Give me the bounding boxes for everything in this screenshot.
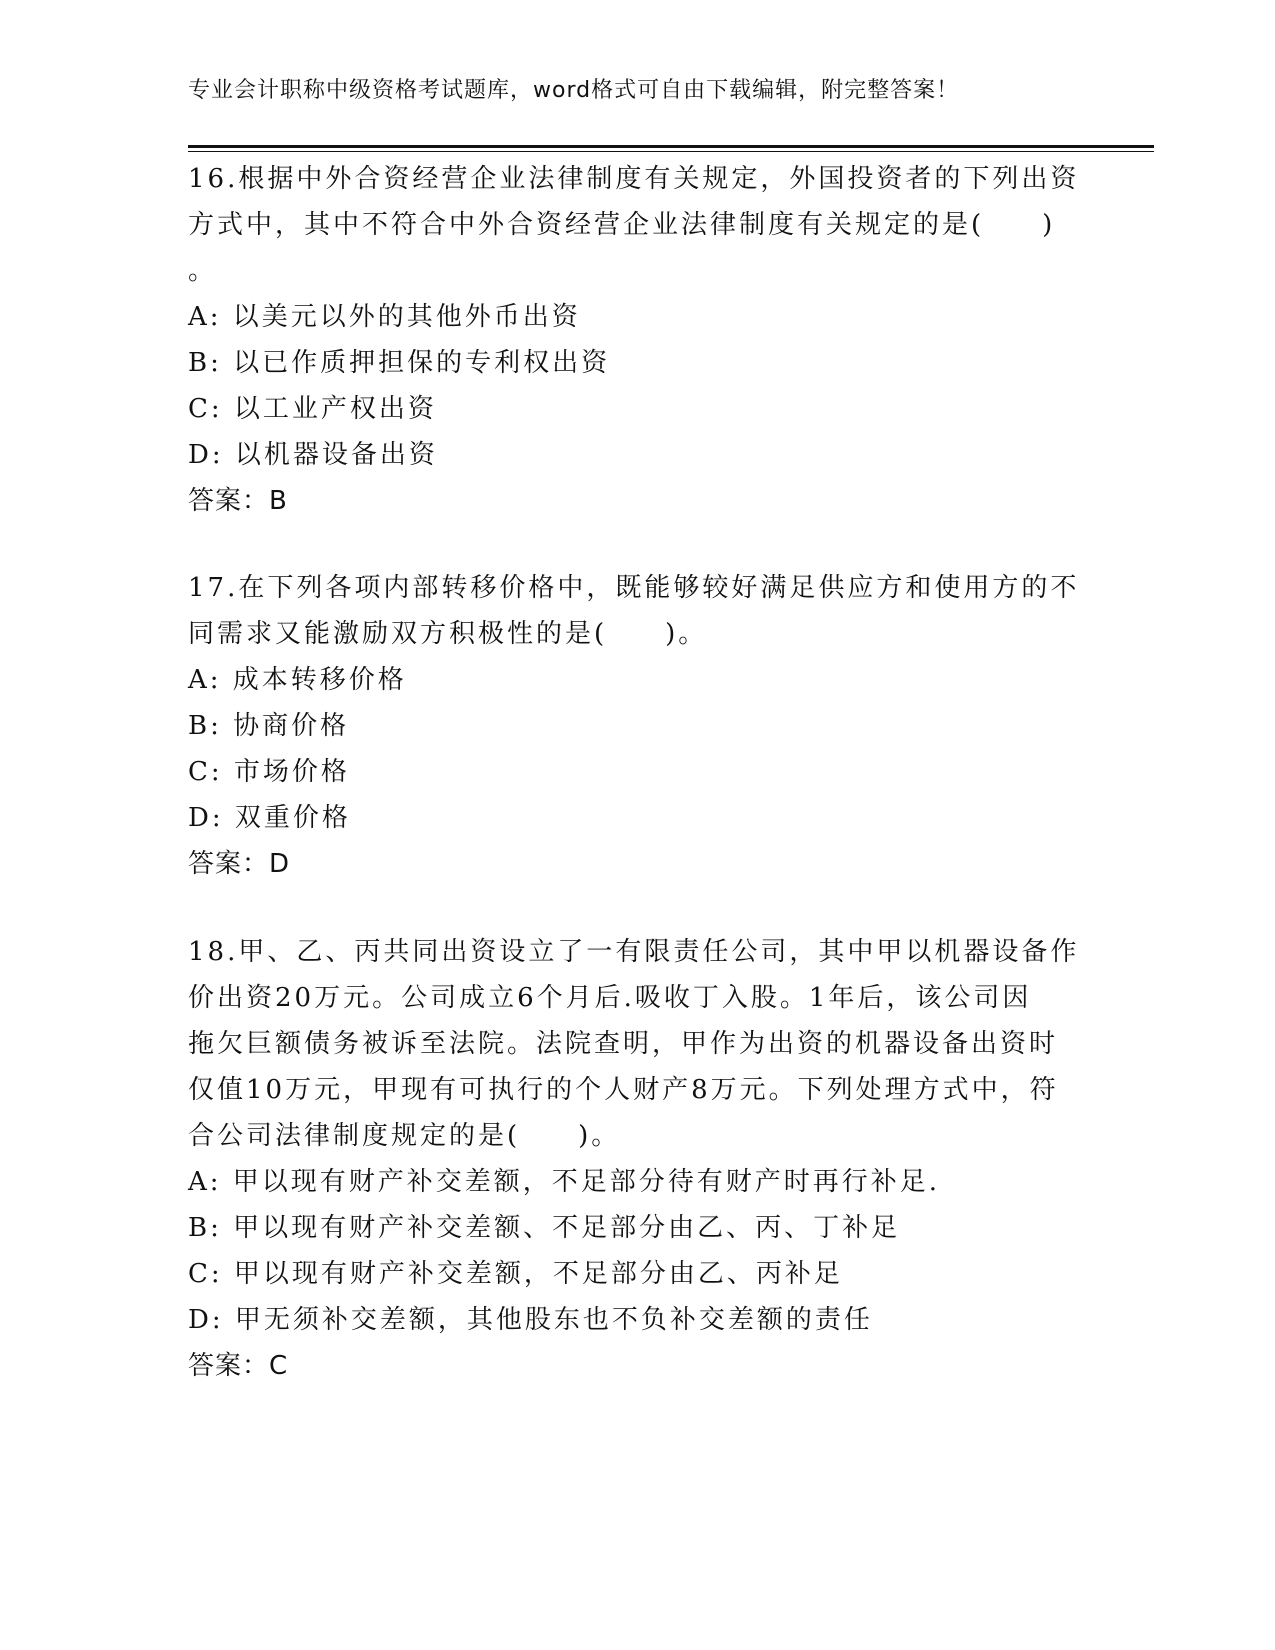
question-16-option-d: D: 以机器设备出资 bbox=[188, 440, 438, 470]
question-17 bbox=[188, 565, 1088, 887]
question-18-option-b: B: 甲以现有财产补交差额、不足部分由乙、丙、丁补足 bbox=[188, 1213, 901, 1243]
question-16-line-1: 16.根据中外合资经营企业法律制度有关规定，外国投资者的下列出资 bbox=[188, 164, 1080, 194]
question-18-option-c: C: 甲以现有财产补交差额，不足部分由乙、丙补足 bbox=[188, 1259, 843, 1289]
question-16-option-b: B: 以已作质押担保的专利权出资 bbox=[188, 348, 611, 378]
question-18-option-d: D: 甲无须补交差额，其他股东也不负补交差额的责任 bbox=[188, 1305, 873, 1335]
question-17-option-d: D: 双重价格 bbox=[188, 803, 351, 833]
question-17-line-2: 同需求又能激励双方积极性的是( )。 bbox=[188, 619, 708, 649]
question-16 bbox=[188, 156, 1088, 524]
question-18-answer: 答案：C bbox=[188, 1351, 289, 1381]
header-divider-thick bbox=[188, 145, 1154, 148]
question-18-line-4: 仅值10万元，甲现有可执行的个人财产8万元。下列处理方式中，符 bbox=[188, 1075, 1059, 1105]
question-17-option-b: B: 协商价格 bbox=[188, 711, 350, 741]
question-17-line-1: 17.在下列各项内部转移价格中，既能够较好满足供应方和使用方的不 bbox=[188, 573, 1080, 603]
question-16-line-2: 方式中，其中不符合中外合资经营企业法律制度有关规定的是( ) bbox=[188, 210, 1056, 240]
question-16-answer: 答案：B bbox=[188, 486, 288, 516]
page-header: 专业会计职称中级资格考试题库，word格式可自由下载编辑，附完整答案！ bbox=[188, 78, 960, 103]
header-divider-thin bbox=[188, 151, 1154, 152]
question-16-option-c: C: 以工业产权出资 bbox=[188, 394, 437, 424]
question-16-line-3: 。 bbox=[188, 256, 218, 286]
question-18-line-5: 合公司法律制度规定的是( )。 bbox=[188, 1121, 621, 1151]
question-18-option-a: A: 甲以现有财产补交差额，不足部分待有财产时再行补足. bbox=[188, 1167, 941, 1197]
question-18 bbox=[188, 929, 1088, 1389]
question-18-line-2: 价出资20万元。公司成立6个月后.吸收丁入股。1年后，该公司因 bbox=[188, 983, 1032, 1013]
question-18-line-1: 18.甲、乙、丙共同出资设立了一有限责任公司，其中甲以机器设备作 bbox=[188, 937, 1080, 967]
question-16-option-a: A: 以美元以外的其他外币出资 bbox=[188, 302, 581, 332]
question-17-answer: 答案：D bbox=[188, 849, 291, 879]
question-17-option-a: A: 成本转移价格 bbox=[188, 665, 407, 695]
question-17-option-c: C: 市场价格 bbox=[188, 757, 350, 787]
question-18-line-3: 拖欠巨额债务被诉至法院。法院查明，甲作为出资的机器设备出资时 bbox=[188, 1029, 1059, 1059]
